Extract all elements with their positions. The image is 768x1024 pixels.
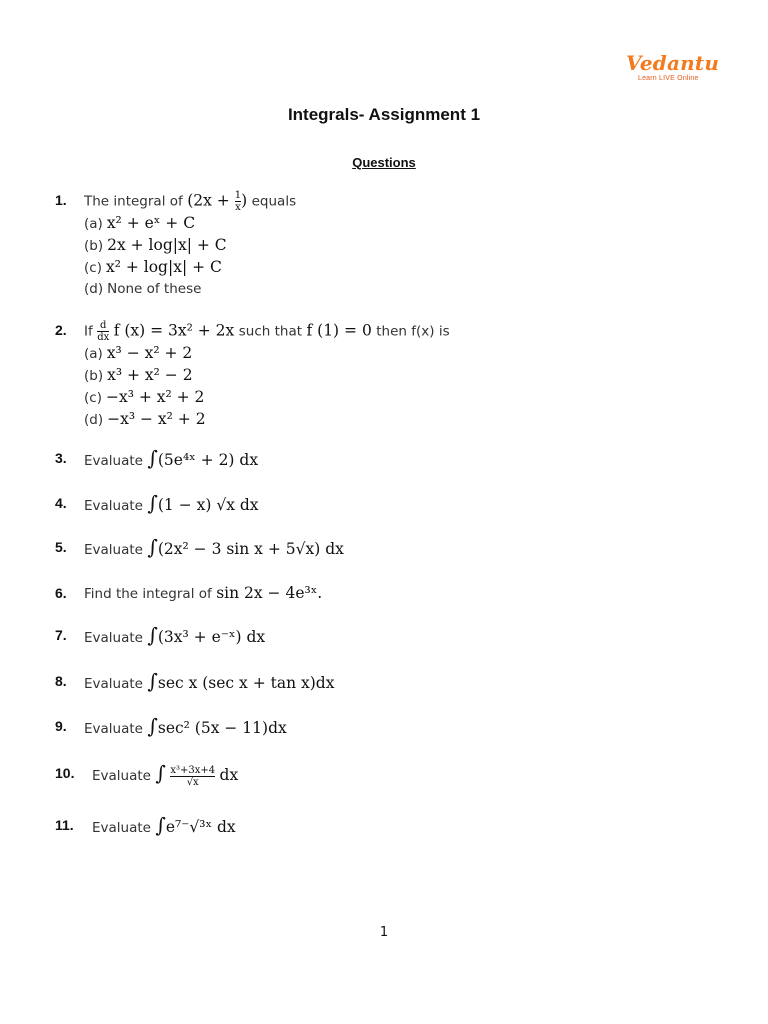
option-b: (b) 2x + log|x| + C [84,236,227,254]
question-text: then f(x) is [376,323,450,340]
question-number: 4. [55,495,67,511]
page-title: Integrals- Assignment 1 [287,105,481,124]
question-number: 11. [55,817,74,833]
integral-sign: ∫ [147,669,158,693]
math-expression: (1 − x) √x dx [157,496,259,514]
question-text: such that [238,323,303,340]
question-number: 10. [55,765,75,781]
integral-sign: ∫ [155,761,166,785]
question-number: 7. [55,627,67,643]
integral-sign: ∫ [147,623,158,647]
math-expression: (2x + [187,191,235,210]
math-expression: (2x² − 3 sin x + 5√x) dx [157,540,344,558]
derivative-fraction: $\frac{d}{dx}$ [97,320,110,343]
integral-sign: ∫ [147,535,158,559]
question-text: Find the integral of [84,586,212,602]
option-c: (c) −x³ + x² + 2 [84,388,205,406]
math-expression: (3x³ + e⁻ˣ) dx [157,628,266,646]
option-a: (a) x² + eˣ + C [84,214,196,232]
question-text: Evaluate [84,630,143,646]
question-text: If [84,323,93,340]
fraction: $\frac{1}{x}$ [234,190,242,213]
question-number: 3. [55,450,67,466]
question-number: 1. [55,192,67,208]
question-text: Evaluate [84,676,143,692]
math-expression: f (1) = 0 [306,321,372,340]
math-expression: (5e⁴ˣ + 2) dx [157,451,259,469]
integral-sign: ∫ [147,446,158,470]
math-expression: ) [241,191,248,210]
math-expression: e⁷⁻√³ˣ dx [165,818,236,836]
question-text: Evaluate [92,768,151,784]
integral-sign: ∫ [155,813,166,837]
option-d: (d) −x³ − x² + 2 [84,410,206,428]
question-text: The integral of [84,193,183,210]
question-text: Evaluate [84,453,143,469]
question-number: 8. [55,673,67,689]
math-expression: sec² (5x − 11)dx [157,719,287,737]
question-number: 5. [55,539,67,555]
logo-wordmark: Vedantu [626,51,720,75]
option-a: (a) x³ − x² + 2 [84,344,193,362]
math-expression: sin 2x − 4e³ˣ. [216,584,323,602]
math-expression: dx [219,766,239,784]
question-text: Evaluate [84,542,143,558]
math-expression: sec x (sec x + tan x)dx [157,674,335,692]
section-heading: Questions [352,155,416,170]
option-b: (b) x³ + x² − 2 [84,366,193,384]
math-expression: f (x) = 3x² + 2x [113,321,235,340]
question-number: 2. [55,322,67,338]
question-number: 6. [55,585,67,601]
page-number: 1 [379,925,389,940]
integral-sign: ∫ [147,714,158,738]
option-d: (d) None of these [84,281,202,297]
integral-sign: ∫ [147,491,158,515]
fraction: $\frac{\text{x³+3x+4}}{√x}$ [170,764,216,788]
question-text: Evaluate [92,820,151,836]
logo-tagline: Learn LIVE Online [638,75,699,82]
question-text: Evaluate [84,721,143,737]
vedantu-logo [626,51,720,82]
question-text: Evaluate [84,498,143,514]
option-c: (c) x² + log|x| + C [84,258,222,276]
question-text: equals [251,193,297,210]
question-number: 9. [55,718,67,734]
